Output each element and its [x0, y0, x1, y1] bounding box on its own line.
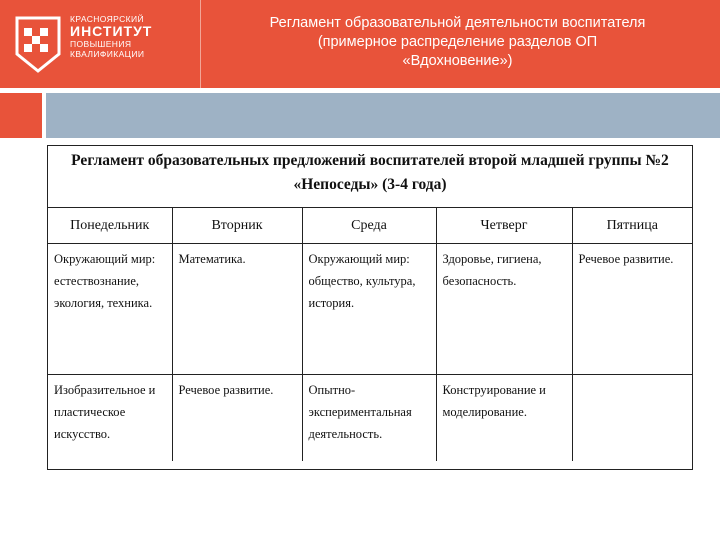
- table-cell: Окружающий мир: общество, культура, история.: [302, 244, 436, 375]
- schedule-table: [48, 207, 692, 461]
- table-cell: Речевое развитие.: [172, 375, 302, 462]
- institute-logo: [0, 0, 201, 88]
- table-cell: Речевое развитие.: [572, 244, 692, 375]
- table-row: [48, 244, 692, 375]
- table-cell: Конструирование и моделирование.: [436, 375, 572, 462]
- accent-bar: [46, 93, 720, 138]
- document-title-line-1: Регламент образовательных предложений воспитателей второй младшей группы №2: [71, 152, 669, 169]
- slide-title-line-3: «Вдохновение»): [402, 53, 513, 69]
- table-header-row: [48, 208, 692, 244]
- table-cell: [572, 375, 692, 462]
- logo-line-2: ИНСТИТУТ: [70, 23, 153, 39]
- slide-title-line-1: Регламент образовательной деятельности воспитателя: [269, 15, 646, 31]
- slide-title: [205, 14, 710, 71]
- table-row: [48, 375, 692, 462]
- table-cell: Изобразительное и пластическое искусство.: [48, 375, 172, 462]
- day-header: Вторник: [172, 208, 302, 244]
- table-cell: Окружающий мир: естествознание, экология, техника.: [48, 244, 172, 375]
- table-cell: Здоровье, гигиена, безопасность.: [436, 244, 572, 375]
- logo-text: [70, 14, 152, 59]
- day-header: Понедельник: [48, 208, 172, 244]
- logo-line-1: КРАСНОЯРСКИЙ: [70, 14, 145, 24]
- slide-title-line-2: (примерное распределение разделов ОП: [317, 34, 598, 50]
- document-title-line-2: «Непоседы» (3-4 года): [293, 176, 447, 193]
- table-cell: Опытно-экспериментальная деятельность.: [302, 375, 436, 462]
- accent-block: [0, 93, 42, 138]
- logo-line-4: КВАЛИФИКАЦИИ: [70, 49, 145, 59]
- logo-line-3: ПОВЫШЕНИЯ: [70, 39, 132, 49]
- day-header: Четверг: [436, 208, 572, 244]
- slide-header: [0, 0, 720, 88]
- day-header: Среда: [302, 208, 436, 244]
- logo-mark-icon: [14, 14, 62, 74]
- table-cell: Математика.: [172, 244, 302, 375]
- schedule-document: [47, 145, 693, 470]
- document-title: [48, 146, 692, 207]
- day-header: Пятница: [572, 208, 692, 244]
